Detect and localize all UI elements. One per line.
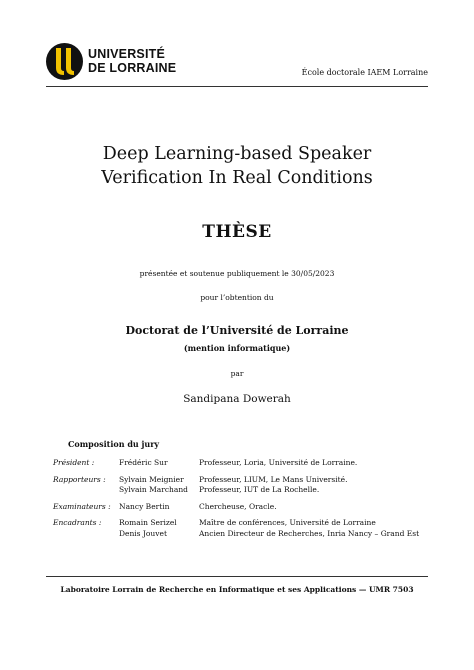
thesis-title [0,142,474,190]
these-heading: THÈSE [202,222,272,242]
thesis-title-line1: Deep Learning-based Speaker [102,144,372,164]
obtention-text: pour l’obtention du [200,293,274,302]
jury-member-name: Sylvain Marchand [119,485,188,494]
jury-row [53,518,419,529]
jury-member-title: Ancien Directeur de Recherches, Inria Nancy – Grand Est [199,528,420,538]
university-logo [46,43,177,81]
logo-line1: UNIVERSITÉ [88,47,166,61]
jury-member-name: Denis Jouvet [119,528,167,538]
header-divider [46,86,428,87]
jury-role: Président : [53,458,95,467]
jury-row [53,502,419,513]
jury-member-title: Maître de conférences, Université de Lorraine [199,518,376,527]
jury-row [53,529,419,540]
jury-member-title: Professeur, Loria, Université de Lorraine. [199,458,358,467]
jury-member-name: Frédéric Sur [119,458,168,467]
par-text: par [230,369,244,378]
jury-member-name: Nancy Bertin [119,501,170,511]
jury-member-title: Professeur, LIUM, Le Mans Université. [199,474,348,484]
jury-role: Encadrants : [53,518,102,527]
degree-mention: (mention informatique) [183,343,291,353]
jury-row [53,485,419,496]
jury-member-name: Sylvain Meignier [119,474,184,484]
logo-line2: DE LORRAINE [88,61,177,75]
laboratory-name: Laboratoire Lorrain de Recherche en Informatique et ses Applications — UMR 7503 [60,585,414,594]
jury-table [53,458,419,539]
logo-circle-icon [46,43,83,80]
degree-name: Doctorat de l’Université de Lorraine [125,324,349,337]
footer-divider [46,576,428,577]
jury-role: Examinateurs : [53,501,111,511]
author-name: Sandipana Dowerah [183,393,291,405]
doctoral-school: École doctorale IAEM Lorraine [301,68,428,77]
jury-member-title: Chercheuse, Oracle. [199,501,277,511]
logo-text [88,47,176,75]
presented-date: présentée et soutenue publiquement le 30/05/2023 [139,269,335,278]
thesis-title-line2: Verification In Real Conditions [101,168,373,188]
jury-role: Rapporteurs : [53,474,106,484]
jury-heading: Composition du jury [68,439,160,449]
jury-member-name: Romain Serizel [119,518,177,527]
jury-row [53,458,419,469]
logo-ll-icon [53,46,77,76]
jury-member-title: Professeur, IUT de La Rochelle. [199,485,320,494]
jury-row [53,475,419,486]
